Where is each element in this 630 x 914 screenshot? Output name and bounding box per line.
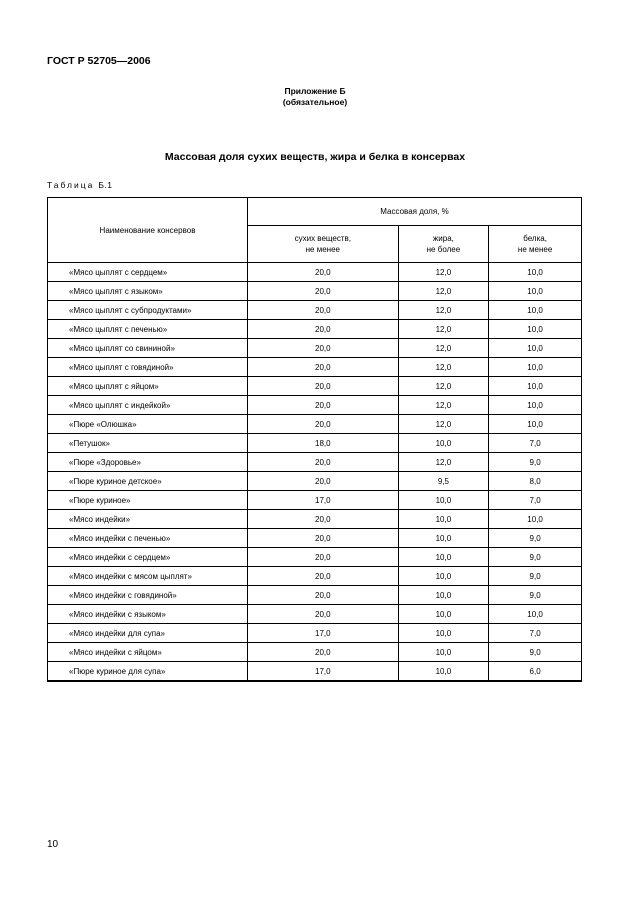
table-row [48,529,582,548]
row-name-cell: «Пюре куриное детское» [48,472,248,491]
row-dry-cell: 20,0 [248,472,399,491]
column-header-dry [248,226,399,263]
table-row [48,434,582,453]
table-row [48,377,582,396]
table-row [48,453,582,472]
table-row [48,510,582,529]
table-number: Б.1 [98,180,113,190]
row-protein-cell: 9,0 [489,567,582,586]
row-fat-cell: 12,0 [398,377,489,396]
row-dry-cell: 20,0 [248,529,399,548]
column-header-protein [489,226,582,263]
row-fat-cell: 10,0 [398,662,489,682]
column-header-fat [398,226,489,263]
header-line: не менее [305,245,340,254]
row-fat-cell: 12,0 [398,263,489,283]
row-protein-cell: 10,0 [489,339,582,358]
row-name-cell: «Петушок» [48,434,248,453]
row-protein-cell: 7,0 [489,624,582,643]
row-fat-cell: 10,0 [398,510,489,529]
row-dry-cell: 20,0 [248,605,399,624]
row-name-cell: «Мясо цыплят с языком» [48,282,248,301]
table-row [48,491,582,510]
row-name-cell: «Пюре куриное» [48,491,248,510]
section-title: Массовая доля сухих веществ, жира и белка в консервах [164,151,466,163]
row-fat-cell: 12,0 [398,320,489,339]
page-number: 10 [47,839,59,850]
row-dry-cell: 20,0 [248,415,399,434]
row-fat-cell: 12,0 [398,339,489,358]
row-name-cell: «Мясо цыплят с говядиной» [48,358,248,377]
row-fat-cell: 12,0 [398,358,489,377]
header-line: не более [426,245,461,254]
row-protein-cell: 7,0 [489,491,582,510]
table-row [48,548,582,567]
header-line: жира, [432,234,454,243]
row-fat-cell: 10,0 [398,643,489,662]
row-name-cell: «Мясо индейки с мясом цыплят» [48,567,248,586]
row-dry-cell: 20,0 [248,263,399,283]
row-dry-cell: 20,0 [248,586,399,605]
row-protein-cell: 10,0 [489,605,582,624]
row-fat-cell: 12,0 [398,453,489,472]
row-protein-cell: 10,0 [489,263,582,283]
row-name-cell: «Мясо индейки с говядиной» [48,586,248,605]
row-protein-cell: 9,0 [489,529,582,548]
row-dry-cell: 20,0 [248,453,399,472]
row-fat-cell: 10,0 [398,434,489,453]
row-name-cell: «Мясо индейки с печенью» [48,529,248,548]
row-protein-cell: 10,0 [489,320,582,339]
row-name-cell: «Мясо индейки для супа» [48,624,248,643]
table-row [48,320,582,339]
appendix-title: Приложение Б [284,86,346,96]
row-fat-cell: 10,0 [398,491,489,510]
table-row [48,662,582,682]
row-fat-cell: 12,0 [398,396,489,415]
row-fat-cell: 9,5 [398,472,489,491]
row-name-cell: «Мясо цыплят с яйцом» [48,377,248,396]
column-header-name: Наименование консервов [48,198,248,263]
table-row [48,358,582,377]
row-protein-cell: 10,0 [489,396,582,415]
row-protein-cell: 9,0 [489,586,582,605]
row-name-cell: «Мясо индейки с сердцем» [48,548,248,567]
row-fat-cell: 10,0 [398,586,489,605]
row-dry-cell: 17,0 [248,491,399,510]
header-line: сухих веществ, [294,234,351,243]
table-row [48,301,582,320]
row-name-cell: «Пюре «Олюшка» [48,415,248,434]
row-dry-cell: 18,0 [248,434,399,453]
table-row [48,339,582,358]
table-row [48,567,582,586]
row-dry-cell: 20,0 [248,643,399,662]
row-name-cell: «Пюре «Здоровье» [48,453,248,472]
row-dry-cell: 20,0 [248,301,399,320]
row-protein-cell: 10,0 [489,377,582,396]
row-dry-cell: 20,0 [248,377,399,396]
row-protein-cell: 9,0 [489,548,582,567]
row-name-cell: «Мясо индейки с яйцом» [48,643,248,662]
row-dry-cell: 20,0 [248,358,399,377]
column-header-group: Массовая доля, % [248,198,582,226]
row-protein-cell: 8,0 [489,472,582,491]
row-fat-cell: 12,0 [398,301,489,320]
row-dry-cell: 20,0 [248,548,399,567]
table-row [48,605,582,624]
appendix-heading [0,86,630,108]
table-label: Таблица [47,180,95,190]
row-dry-cell: 20,0 [248,567,399,586]
row-fat-cell: 10,0 [398,529,489,548]
row-protein-cell: 10,0 [489,415,582,434]
row-dry-cell: 17,0 [248,662,399,682]
row-protein-cell: 10,0 [489,358,582,377]
row-dry-cell: 17,0 [248,624,399,643]
row-protein-cell: 10,0 [489,510,582,529]
table-row [48,472,582,491]
header-line: не менее [517,245,553,254]
row-protein-cell: 10,0 [489,282,582,301]
row-dry-cell: 20,0 [248,339,399,358]
row-dry-cell: 20,0 [248,510,399,529]
row-name-cell: «Мясо индейки с языком» [48,605,248,624]
row-fat-cell: 12,0 [398,282,489,301]
table-row [48,415,582,434]
row-fat-cell: 10,0 [398,548,489,567]
table-caption [47,180,113,190]
row-name-cell: «Пюре куриное для супа» [48,662,248,682]
table-row [48,396,582,415]
row-protein-cell: 7,0 [489,434,582,453]
row-fat-cell: 10,0 [398,567,489,586]
header-line: белка, [523,234,547,243]
row-name-cell: «Мясо цыплят с субпродуктами» [48,301,248,320]
row-name-cell: «Мясо индейки» [48,510,248,529]
data-table [47,197,582,682]
table-row [48,586,582,605]
row-protein-cell: 10,0 [489,301,582,320]
row-protein-cell: 9,0 [489,453,582,472]
document-code: ГОСТ Р 52705—2006 [47,55,151,67]
row-dry-cell: 20,0 [248,396,399,415]
row-name-cell: «Мясо цыплят с печенью» [48,320,248,339]
row-dry-cell: 20,0 [248,320,399,339]
appendix-status: (обязательное) [282,97,348,107]
row-name-cell: «Мясо цыплят с индейкой» [48,396,248,415]
row-protein-cell: 6,0 [489,662,582,682]
table-row [48,282,582,301]
table-row [48,263,582,283]
row-dry-cell: 20,0 [248,282,399,301]
row-protein-cell: 9,0 [489,643,582,662]
row-fat-cell: 10,0 [398,605,489,624]
row-name-cell: «Мясо цыплят со свининой» [48,339,248,358]
row-name-cell: «Мясо цыплят с сердцем» [48,263,248,283]
row-fat-cell: 10,0 [398,624,489,643]
table-row [48,643,582,662]
table-row [48,624,582,643]
row-fat-cell: 12,0 [398,415,489,434]
